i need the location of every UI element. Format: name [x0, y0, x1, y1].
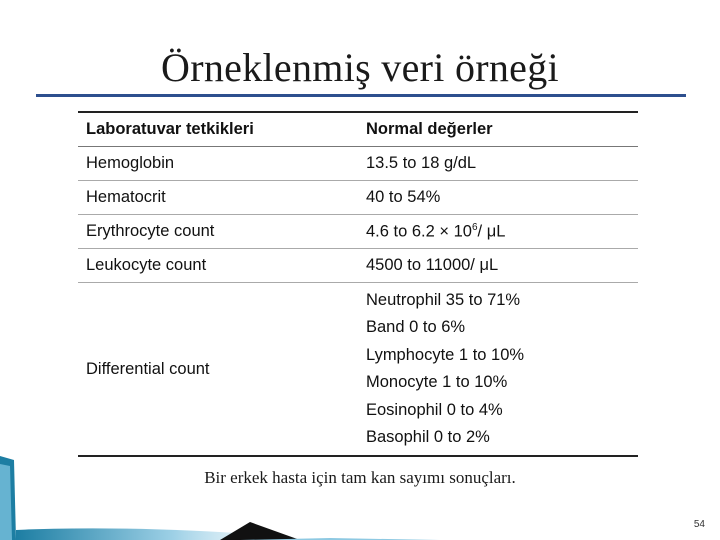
differential-item: Lymphocyte 1 to 10%	[366, 345, 525, 364]
header-normal-values: Normal değerler	[358, 112, 638, 147]
differential-item: Neutrophil 35 to 71%	[366, 291, 521, 309]
table-header-row	[78, 112, 638, 147]
test-value: 40 to 54%	[358, 181, 638, 215]
differential-item: Eosinophil 0 to 4%	[366, 400, 503, 419]
test-name: Hematocrit	[78, 181, 358, 215]
value-unit: / μL	[477, 222, 506, 241]
title-underline	[36, 94, 686, 97]
value-main: 4.6 to 6.2 × 10	[366, 222, 472, 241]
test-value: 4500 to 11000/ μL	[358, 249, 638, 283]
test-name: Erythrocyte count	[78, 215, 358, 249]
test-value	[358, 215, 638, 249]
differential-item: Basophil 0 to 2%	[366, 427, 490, 446]
differential-item: Monocyte 1 to 10%	[366, 373, 508, 392]
table-caption: Bir erkek hasta için tam kan sayımı sonuçları.	[204, 468, 516, 487]
footer-decoration	[0, 450, 720, 540]
test-name: Differential count	[78, 283, 358, 457]
lab-table	[78, 111, 638, 457]
value-exponent: 6	[471, 221, 478, 233]
table-row	[78, 181, 638, 215]
page-number: 54	[693, 519, 705, 530]
table-row-differential	[78, 283, 638, 457]
table-row	[78, 147, 638, 181]
test-name: Leukocyte count	[78, 249, 358, 283]
test-value: 13.5 to 18 g/dL	[358, 147, 638, 181]
table-row	[78, 249, 638, 283]
differential-item: Band 0 to 6%	[366, 318, 466, 337]
header-lab-tests: Laboratuvar tetkikleri	[78, 112, 358, 147]
slide-title: Örneklenmiş veri örneği	[161, 45, 559, 90]
differential-values	[358, 283, 638, 457]
test-name: Hemoglobin	[78, 147, 358, 181]
table-row	[78, 215, 638, 249]
